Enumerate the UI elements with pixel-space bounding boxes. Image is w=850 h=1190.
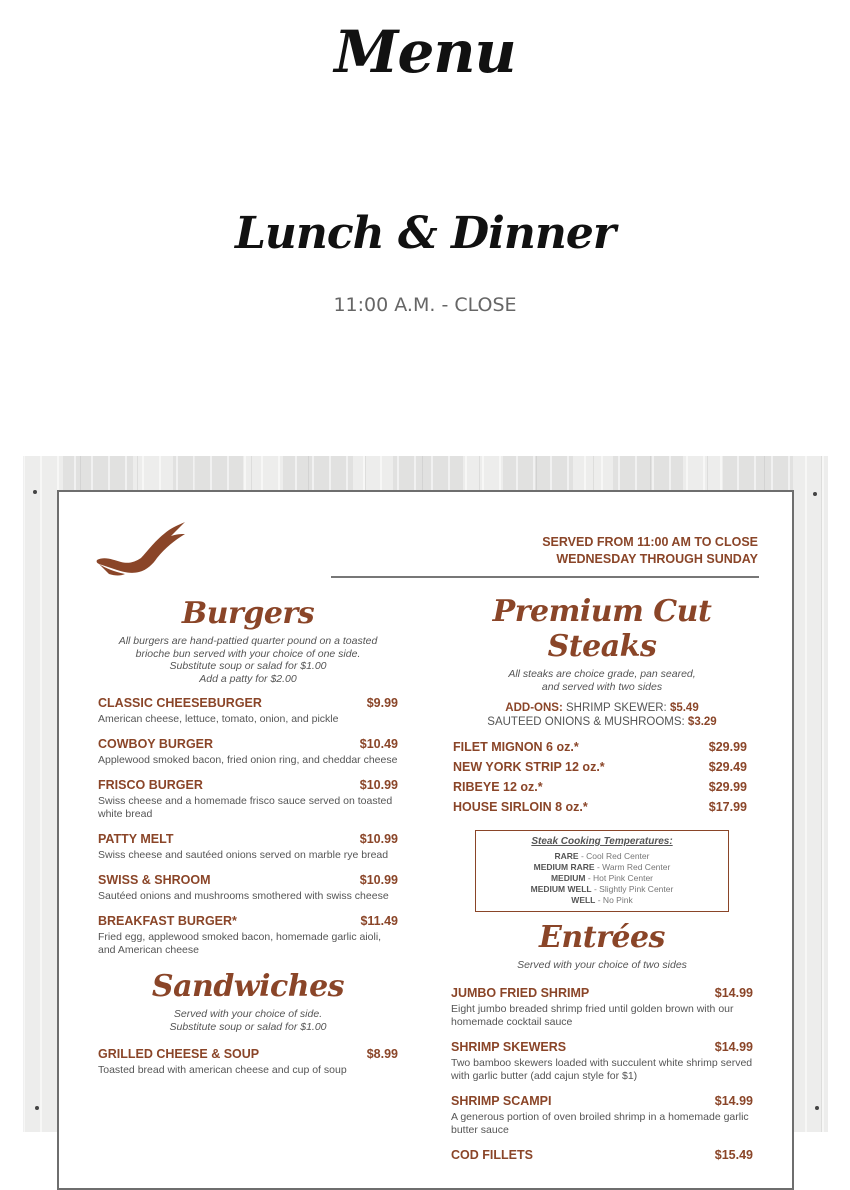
menu-item: CLASSIC CHEESEBURGER $9.99 American cheese, lettuce, tomato, onion, and pickle — [98, 696, 398, 725]
menu-item: COWBOY BURGER $10.49 Applewood smoked bacon, fried onion ring, and cheddar cheese — [98, 737, 398, 766]
sandwiches-title: Sandwiches — [151, 969, 345, 1004]
served-note: SERVED FROM 11:00 AM TO CLOSE WEDNESDAY THROUGH SUNDAY — [542, 535, 758, 566]
menu-item: PATTY MELT $10.99 Swiss cheese and sautéed onions served on marble rye bread — [98, 832, 398, 861]
entrees-title: Entrées — [539, 920, 665, 955]
page-title: Menu — [334, 18, 516, 86]
menu-item: GRILLED CHEESE & SOUP $8.99 Toasted bread with american cheese and cup of soup — [98, 1047, 398, 1076]
menu-item: FRISCO BURGER $10.99 Swiss cheese and a homemade frisco sauce served on toasted white bread — [98, 778, 398, 820]
menu-item: HOUSE SIRLOIN 8 oz.* $17.99 — [453, 800, 747, 814]
steaks-description: All steaks are choice grade, pan seared, and served with two sides — [508, 668, 696, 693]
menu-item: SHRIMP SCAMPI $14.99 A generous portion of oven broiled shrimp in a homemade garlic butter sauce — [451, 1093, 753, 1136]
steak-addons: ADD-ONS: SHRIMP SKEWER: $5.49 SAUTEED ONIONS & MUSHROOMS: $3.29 — [487, 702, 717, 728]
menu-item: JUMBO FRIED SHRIMP $14.99 Eight jumbo breaded shrimp fried until golden brown with our homemade cocktail sauce — [451, 985, 753, 1028]
goose-logo-icon — [95, 522, 187, 578]
menu-item: SWISS & SHROOM $10.99 Sautéed onions and mushrooms smothered with swiss cheese — [98, 873, 398, 902]
menu-item: COD FILLETS $15.49 — [451, 1147, 753, 1162]
sandwiches-description: Served with your choice of side. Substitute soup or salad for $1.00 — [169, 1008, 327, 1033]
section-title: Lunch & Dinner — [234, 208, 616, 259]
right-column — [451, 592, 753, 1162]
burgers-description: All burgers are hand-pattied quarter pound on a toasted brioche bun served with your choice of one side. Substitute soup or salad for $1.00 Add a patty for $2.00 — [118, 635, 378, 685]
menu-item: RIBEYE 12 oz.* $29.99 — [453, 780, 747, 794]
menu-item: SHRIMP SKEWERS $14.99 Two bamboo skewers loaded with succulent white shrimp served with garlic butter (add cajun style for $1) — [451, 1039, 753, 1082]
steaks-title: Premium Cut Steaks — [492, 594, 712, 664]
hours-text: 11:00 A.M. - CLOSE — [333, 294, 517, 316]
menu-item: BREAKFAST BURGER* $11.49 Fried egg, applewood smoked bacon, homemade garlic aioli, and American cheese — [98, 914, 398, 956]
menu-image — [23, 456, 828, 1162]
menu-card — [57, 490, 794, 1190]
menu-item: NEW YORK STRIP 12 oz.* $29.49 — [453, 760, 747, 774]
entrees-description: Served with your choice of two sides — [517, 959, 687, 971]
burgers-title: Burgers — [181, 596, 315, 631]
menu-item: FILET MIGNON 6 oz.* $29.99 — [453, 740, 747, 754]
left-column — [98, 592, 398, 1077]
divider — [331, 576, 759, 578]
cooking-temperatures-box: Steak Cooking Temperatures: RARE - Cool Red Center MEDIUM RARE - Warm Red Center MEDIUM - Hot Pink Center MEDIUM WELL - Slightly Pink Center WELL - No Pink — [475, 830, 729, 912]
